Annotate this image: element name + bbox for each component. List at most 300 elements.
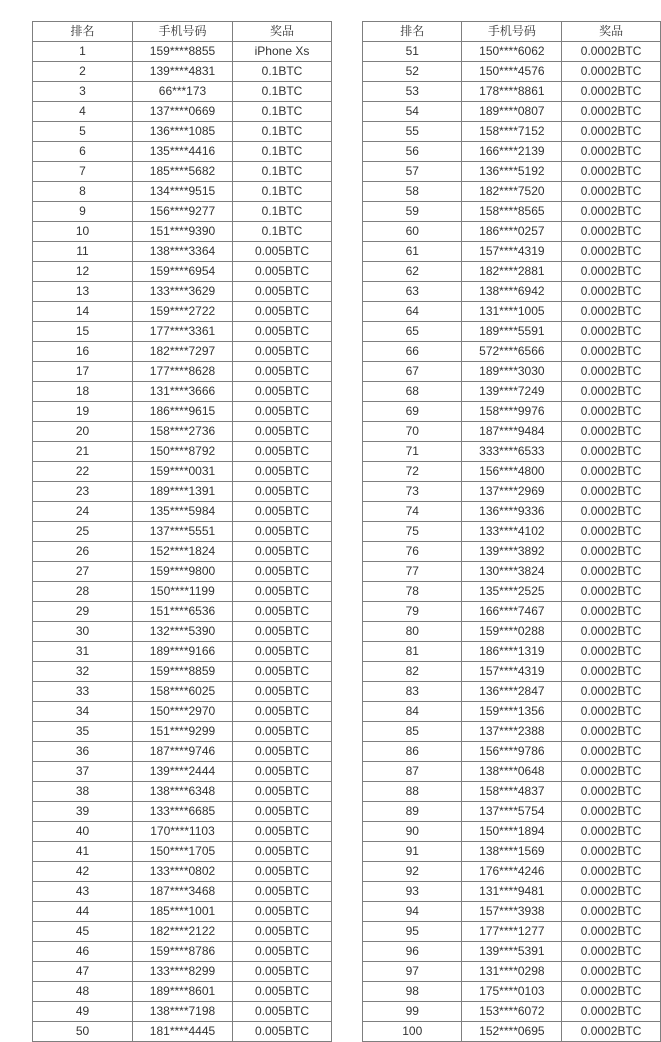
cell-rank: 1 [33, 42, 133, 62]
cell-rank: 6 [33, 142, 133, 162]
cell-rank: 86 [363, 742, 462, 762]
cell-rank: 85 [363, 722, 462, 742]
cell-prize: 0.1BTC [233, 162, 332, 182]
table-row [33, 962, 332, 982]
cell-phone: 136****9336 [462, 502, 562, 522]
table-row [33, 622, 332, 642]
cell-phone: 177****3361 [133, 322, 233, 342]
cell-rank: 62 [363, 262, 462, 282]
table-row [363, 802, 661, 822]
cell-rank: 95 [363, 922, 462, 942]
cell-prize: 0.005BTC [233, 722, 332, 742]
cell-rank: 37 [33, 762, 133, 782]
cell-prize: 0.005BTC [233, 282, 332, 302]
table-row [33, 902, 332, 922]
cell-phone: 133****6685 [133, 802, 233, 822]
cell-prize: 0.0002BTC [562, 162, 661, 182]
table-row [363, 842, 661, 862]
cell-prize: 0.005BTC [233, 242, 332, 262]
cell-phone: 177****8628 [133, 362, 233, 382]
table-row [33, 162, 332, 182]
table-row [363, 582, 661, 602]
cell-rank: 48 [33, 982, 133, 1002]
cell-rank: 74 [363, 502, 462, 522]
table-row [33, 602, 332, 622]
table-row [363, 902, 661, 922]
table-row [363, 202, 661, 222]
cell-rank: 78 [363, 582, 462, 602]
table-row [33, 742, 332, 762]
table-row [363, 262, 661, 282]
cell-prize: 0.005BTC [233, 362, 332, 382]
cell-phone: 150****1199 [133, 582, 233, 602]
cell-rank: 100 [363, 1022, 462, 1042]
cell-rank: 50 [33, 1022, 133, 1042]
cell-rank: 2 [33, 62, 133, 82]
table-row [33, 842, 332, 862]
table-row [363, 302, 661, 322]
cell-phone: 166****7467 [462, 602, 562, 622]
cell-phone: 131****9481 [462, 882, 562, 902]
table-row [363, 722, 661, 742]
cell-rank: 18 [33, 382, 133, 402]
table-row [363, 622, 661, 642]
cell-prize: 0.0002BTC [562, 482, 661, 502]
cell-prize: 0.0002BTC [562, 62, 661, 82]
cell-rank: 57 [363, 162, 462, 182]
cell-prize: 0.0002BTC [562, 682, 661, 702]
cell-rank: 55 [363, 122, 462, 142]
cell-phone: 156****9277 [133, 202, 233, 222]
table-row [33, 82, 332, 102]
cell-rank: 77 [363, 562, 462, 582]
cell-phone: 189****8601 [133, 982, 233, 1002]
cell-phone: 157****3938 [462, 902, 562, 922]
cell-prize: 0.005BTC [233, 542, 332, 562]
cell-rank: 45 [33, 922, 133, 942]
cell-rank: 72 [363, 462, 462, 482]
cell-phone: 138****3364 [133, 242, 233, 262]
cell-prize: 0.005BTC [233, 922, 332, 942]
table-header-row [363, 22, 661, 42]
cell-rank: 43 [33, 882, 133, 902]
cell-prize: 0.005BTC [233, 782, 332, 802]
cell-phone: 157****4319 [462, 662, 562, 682]
cell-phone: 133****3629 [133, 282, 233, 302]
table-row [363, 122, 661, 142]
cell-phone: 572****6566 [462, 342, 562, 362]
cell-prize: 0.1BTC [233, 182, 332, 202]
table-row [363, 682, 661, 702]
cell-prize: 0.005BTC [233, 1002, 332, 1022]
cell-rank: 70 [363, 422, 462, 442]
cell-rank: 66 [363, 342, 462, 362]
cell-prize: 0.0002BTC [562, 702, 661, 722]
cell-prize: 0.0002BTC [562, 322, 661, 342]
header-rank: 排名 [33, 22, 133, 42]
table-row [33, 542, 332, 562]
cell-rank: 59 [363, 202, 462, 222]
table-row [363, 862, 661, 882]
cell-rank: 36 [33, 742, 133, 762]
cell-phone: 159****1356 [462, 702, 562, 722]
table-row [363, 102, 661, 122]
cell-rank: 44 [33, 902, 133, 922]
table-row [363, 242, 661, 262]
table-row [33, 822, 332, 842]
cell-prize: 0.005BTC [233, 882, 332, 902]
cell-phone: 151****9390 [133, 222, 233, 242]
table-row [363, 342, 661, 362]
cell-rank: 73 [363, 482, 462, 502]
cell-phone: 152****1824 [133, 542, 233, 562]
table-row [33, 262, 332, 282]
table-row [363, 282, 661, 302]
cell-rank: 15 [33, 322, 133, 342]
cell-phone: 139****7249 [462, 382, 562, 402]
cell-rank: 31 [33, 642, 133, 662]
table-row [363, 982, 661, 1002]
cell-rank: 34 [33, 702, 133, 722]
cell-phone: 133****8299 [133, 962, 233, 982]
table-row [33, 142, 332, 162]
cell-prize: 0.005BTC [233, 562, 332, 582]
cell-phone: 150****1705 [133, 842, 233, 862]
cell-phone: 135****4416 [133, 142, 233, 162]
cell-rank: 8 [33, 182, 133, 202]
table-row [363, 602, 661, 622]
cell-prize: 0.005BTC [233, 902, 332, 922]
cell-phone: 132****5390 [133, 622, 233, 642]
table-row [363, 182, 661, 202]
table-row [363, 882, 661, 902]
table-row [363, 462, 661, 482]
cell-phone: 136****2847 [462, 682, 562, 702]
cell-prize: 0.0002BTC [562, 722, 661, 742]
cell-prize: 0.005BTC [233, 582, 332, 602]
cell-prize: 0.0002BTC [562, 282, 661, 302]
table-row [33, 942, 332, 962]
cell-phone: 138****6942 [462, 282, 562, 302]
cell-phone: 138****6348 [133, 782, 233, 802]
winners-table-right [362, 21, 661, 1042]
cell-rank: 81 [363, 642, 462, 662]
cell-rank: 83 [363, 682, 462, 702]
cell-rank: 42 [33, 862, 133, 882]
cell-prize: 0.005BTC [233, 522, 332, 542]
table-row [33, 582, 332, 602]
table-row [33, 322, 332, 342]
cell-prize: 0.005BTC [233, 762, 332, 782]
cell-prize: 0.1BTC [233, 142, 332, 162]
cell-phone: 150****6062 [462, 42, 562, 62]
cell-rank: 68 [363, 382, 462, 402]
cell-rank: 19 [33, 402, 133, 422]
cell-phone: 158****8565 [462, 202, 562, 222]
cell-phone: 137****5754 [462, 802, 562, 822]
cell-phone: 139****4831 [133, 62, 233, 82]
cell-prize: 0.1BTC [233, 102, 332, 122]
cell-phone: 131****3666 [133, 382, 233, 402]
cell-phone: 130****3824 [462, 562, 562, 582]
table-row [33, 382, 332, 402]
cell-phone: 189****0807 [462, 102, 562, 122]
cell-prize: 0.0002BTC [562, 142, 661, 162]
cell-rank: 97 [363, 962, 462, 982]
cell-phone: 137****0669 [133, 102, 233, 122]
cell-rank: 39 [33, 802, 133, 822]
table-row [363, 922, 661, 942]
cell-prize: 0.0002BTC [562, 342, 661, 362]
cell-prize: 0.005BTC [233, 862, 332, 882]
table-row [363, 762, 661, 782]
cell-phone: 175****0103 [462, 982, 562, 1002]
cell-prize: 0.005BTC [233, 382, 332, 402]
cell-rank: 53 [363, 82, 462, 102]
cell-phone: 178****8861 [462, 82, 562, 102]
table-row [363, 522, 661, 542]
cell-phone: 136****1085 [133, 122, 233, 142]
table-row [33, 122, 332, 142]
cell-rank: 49 [33, 1002, 133, 1022]
cell-prize: 0.1BTC [233, 82, 332, 102]
cell-prize: 0.0002BTC [562, 822, 661, 842]
cell-prize: 0.0002BTC [562, 542, 661, 562]
cell-prize: 0.0002BTC [562, 122, 661, 142]
cell-phone: 182****7297 [133, 342, 233, 362]
cell-prize: 0.0002BTC [562, 242, 661, 262]
cell-rank: 71 [363, 442, 462, 462]
cell-prize: 0.0002BTC [562, 102, 661, 122]
cell-prize: 0.0002BTC [562, 882, 661, 902]
cell-rank: 65 [363, 322, 462, 342]
cell-rank: 12 [33, 262, 133, 282]
table-row [33, 862, 332, 882]
cell-phone: 185****5682 [133, 162, 233, 182]
table-row [363, 162, 661, 182]
cell-phone: 156****9786 [462, 742, 562, 762]
cell-prize: 0.0002BTC [562, 662, 661, 682]
cell-phone: 157****4319 [462, 242, 562, 262]
cell-phone: 137****2388 [462, 722, 562, 742]
cell-rank: 32 [33, 662, 133, 682]
cell-phone: 159****6954 [133, 262, 233, 282]
cell-rank: 33 [33, 682, 133, 702]
cell-phone: 159****8786 [133, 942, 233, 962]
cell-rank: 38 [33, 782, 133, 802]
cell-prize: 0.005BTC [233, 742, 332, 762]
cell-phone: 333****6533 [462, 442, 562, 462]
header-phone: 手机号码 [462, 22, 562, 42]
cell-prize: 0.0002BTC [562, 522, 661, 542]
cell-prize: 0.005BTC [233, 682, 332, 702]
cell-phone: 186****1319 [462, 642, 562, 662]
cell-phone: 189****9166 [133, 642, 233, 662]
table-row [33, 782, 332, 802]
cell-prize: 0.005BTC [233, 942, 332, 962]
cell-phone: 156****4800 [462, 462, 562, 482]
cell-phone: 187****3468 [133, 882, 233, 902]
cell-phone: 159****8859 [133, 662, 233, 682]
cell-phone: 131****0298 [462, 962, 562, 982]
table-row [363, 42, 661, 62]
cell-rank: 16 [33, 342, 133, 362]
cell-prize: 0.005BTC [233, 842, 332, 862]
cell-rank: 27 [33, 562, 133, 582]
table-row [33, 982, 332, 1002]
cell-rank: 11 [33, 242, 133, 262]
cell-prize: 0.005BTC [233, 322, 332, 342]
cell-phone: 158****4837 [462, 782, 562, 802]
cell-phone: 159****0288 [462, 622, 562, 642]
table-row [33, 302, 332, 322]
cell-prize: iPhone Xs [233, 42, 332, 62]
cell-rank: 94 [363, 902, 462, 922]
cell-phone: 159****8855 [133, 42, 233, 62]
cell-rank: 64 [363, 302, 462, 322]
table-row [33, 642, 332, 662]
cell-rank: 98 [363, 982, 462, 1002]
cell-rank: 91 [363, 842, 462, 862]
cell-rank: 92 [363, 862, 462, 882]
cell-prize: 0.0002BTC [562, 422, 661, 442]
table-row [33, 62, 332, 82]
table-row [33, 42, 332, 62]
table-row [33, 102, 332, 122]
table-row [363, 222, 661, 242]
cell-phone: 177****1277 [462, 922, 562, 942]
cell-rank: 51 [363, 42, 462, 62]
cell-phone: 158****6025 [133, 682, 233, 702]
cell-phone: 182****7520 [462, 182, 562, 202]
cell-phone: 166****2139 [462, 142, 562, 162]
cell-prize: 0.0002BTC [562, 42, 661, 62]
cell-phone: 138****7198 [133, 1002, 233, 1022]
cell-phone: 159****9800 [133, 562, 233, 582]
cell-prize: 0.0002BTC [562, 642, 661, 662]
cell-phone: 150****4576 [462, 62, 562, 82]
cell-rank: 75 [363, 522, 462, 542]
cell-phone: 151****6536 [133, 602, 233, 622]
cell-prize: 0.005BTC [233, 422, 332, 442]
cell-phone: 136****5192 [462, 162, 562, 182]
header-prize: 奖品 [562, 22, 661, 42]
cell-rank: 88 [363, 782, 462, 802]
cell-rank: 30 [33, 622, 133, 642]
cell-prize: 0.0002BTC [562, 622, 661, 642]
cell-rank: 60 [363, 222, 462, 242]
table-row [33, 882, 332, 902]
cell-prize: 0.0002BTC [562, 382, 661, 402]
cell-prize: 0.0002BTC [562, 402, 661, 422]
table-row [33, 222, 332, 242]
cell-phone: 158****7152 [462, 122, 562, 142]
table-row [33, 802, 332, 822]
table-row [33, 402, 332, 422]
cell-rank: 23 [33, 482, 133, 502]
cell-rank: 35 [33, 722, 133, 742]
table-row [33, 1002, 332, 1022]
cell-phone: 189****5591 [462, 322, 562, 342]
cell-rank: 80 [363, 622, 462, 642]
cell-rank: 82 [363, 662, 462, 682]
cell-prize: 0.0002BTC [562, 82, 661, 102]
cell-phone: 185****1001 [133, 902, 233, 922]
cell-phone: 158****9976 [462, 402, 562, 422]
table-row [363, 542, 661, 562]
cell-prize: 0.1BTC [233, 222, 332, 242]
table-header-row [33, 22, 332, 42]
table-row [363, 642, 661, 662]
cell-prize: 0.005BTC [233, 602, 332, 622]
cell-phone: 189****3030 [462, 362, 562, 382]
cell-phone: 187****9746 [133, 742, 233, 762]
table-row [363, 562, 661, 582]
cell-prize: 0.0002BTC [562, 922, 661, 942]
cell-prize: 0.005BTC [233, 982, 332, 1002]
cell-phone: 66***173 [133, 82, 233, 102]
cell-rank: 3 [33, 82, 133, 102]
cell-rank: 14 [33, 302, 133, 322]
cell-prize: 0.0002BTC [562, 742, 661, 762]
cell-prize: 0.0002BTC [562, 442, 661, 462]
cell-phone: 153****6072 [462, 1002, 562, 1022]
cell-prize: 0.005BTC [233, 662, 332, 682]
cell-rank: 56 [363, 142, 462, 162]
table-row [363, 442, 661, 462]
cell-phone: 138****1569 [462, 842, 562, 862]
cell-phone: 159****2722 [133, 302, 233, 322]
cell-rank: 96 [363, 942, 462, 962]
cell-phone: 139****5391 [462, 942, 562, 962]
cell-phone: 181****4445 [133, 1022, 233, 1042]
table-row [363, 962, 661, 982]
cell-prize: 0.0002BTC [562, 982, 661, 1002]
cell-prize: 0.005BTC [233, 402, 332, 422]
cell-rank: 58 [363, 182, 462, 202]
cell-prize: 0.0002BTC [562, 302, 661, 322]
cell-rank: 17 [33, 362, 133, 382]
cell-phone: 182****2881 [462, 262, 562, 282]
cell-prize: 0.0002BTC [562, 962, 661, 982]
table-row [33, 282, 332, 302]
cell-prize: 0.0002BTC [562, 462, 661, 482]
table-row [363, 142, 661, 162]
cell-phone: 133****4102 [462, 522, 562, 542]
table-row [33, 482, 332, 502]
table-row [33, 422, 332, 442]
cell-rank: 25 [33, 522, 133, 542]
cell-prize: 0.1BTC [233, 62, 332, 82]
table-row [363, 702, 661, 722]
table-row [363, 322, 661, 342]
table-row [33, 922, 332, 942]
cell-prize: 0.005BTC [233, 1022, 332, 1042]
cell-prize: 0.0002BTC [562, 942, 661, 962]
table-row [363, 822, 661, 842]
cell-phone: 134****9515 [133, 182, 233, 202]
cell-prize: 0.005BTC [233, 442, 332, 462]
table-row [33, 442, 332, 462]
table-row [33, 662, 332, 682]
cell-rank: 28 [33, 582, 133, 602]
table-row [33, 362, 332, 382]
cell-prize: 0.0002BTC [562, 802, 661, 822]
header-rank: 排名 [363, 22, 462, 42]
cell-prize: 0.005BTC [233, 702, 332, 722]
cell-rank: 46 [33, 942, 133, 962]
table-row [363, 1022, 661, 1042]
